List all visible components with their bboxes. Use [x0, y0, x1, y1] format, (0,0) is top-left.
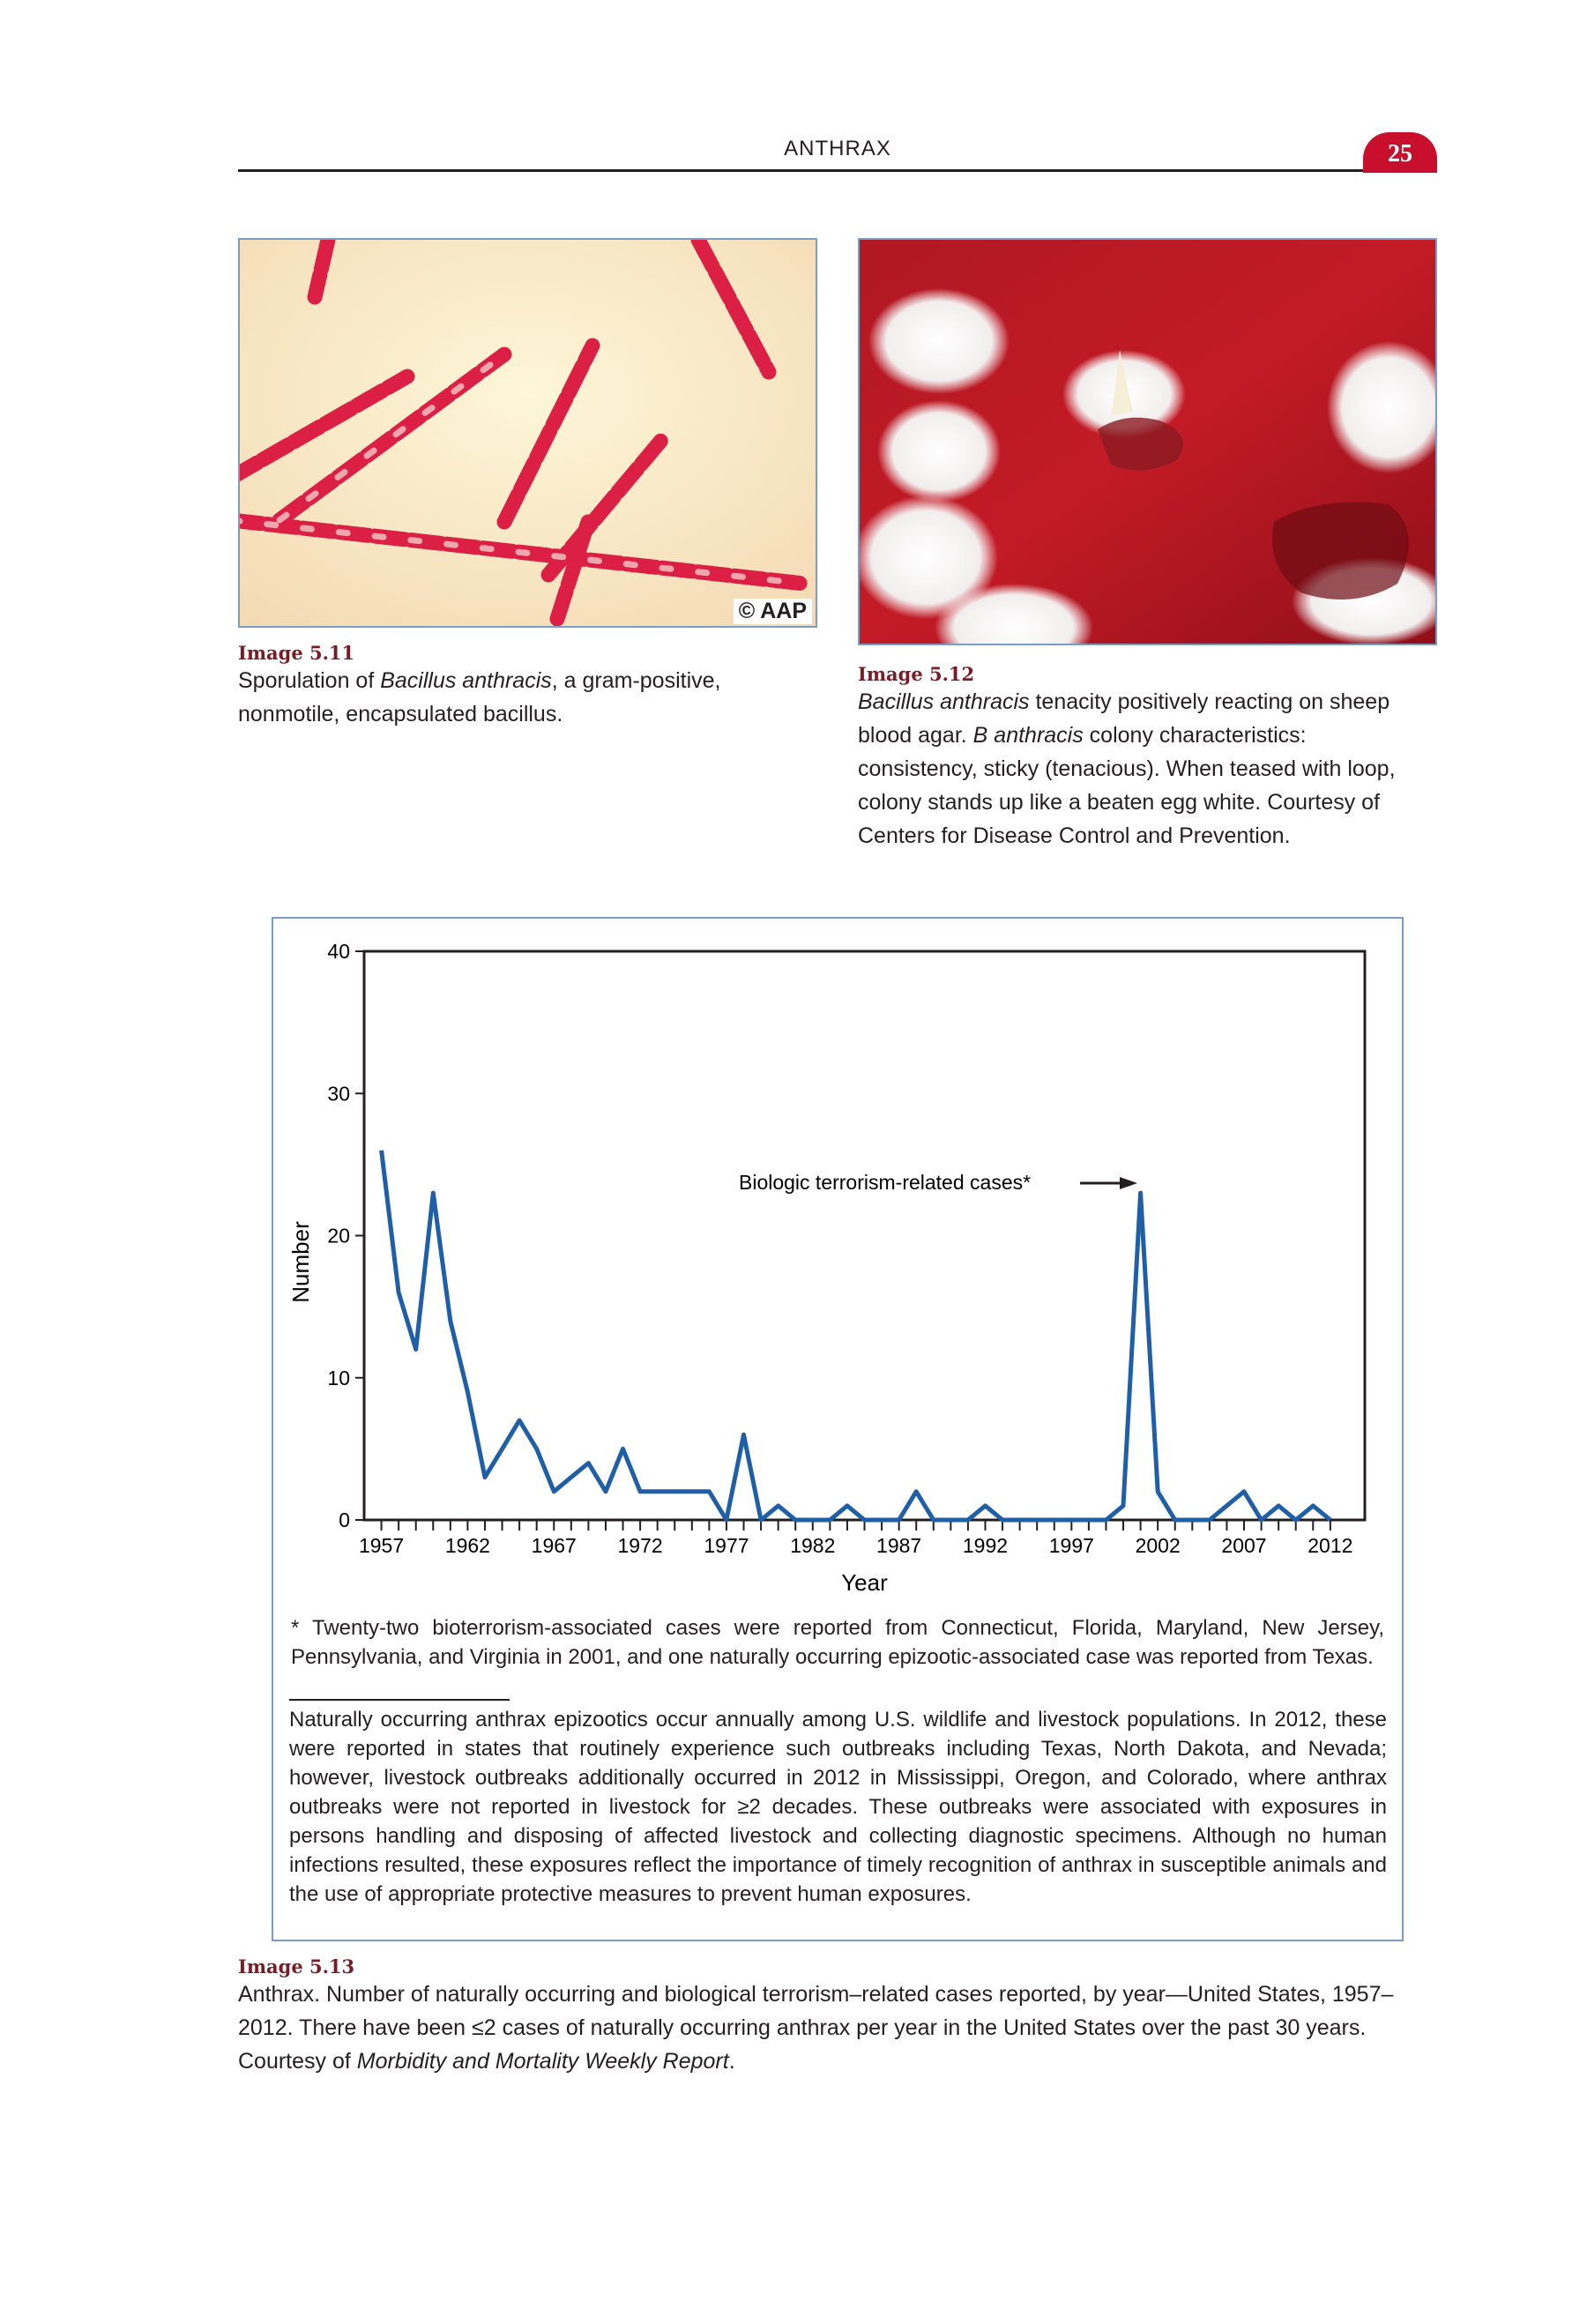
x-tick-label: 2002 [1135, 1534, 1181, 1557]
y-tick-label: 0 [339, 1508, 350, 1531]
footnote-rule [289, 1699, 510, 1701]
x-tick-label: 1997 [1048, 1534, 1094, 1557]
header-rule [238, 169, 1435, 172]
caption-text: Sporulation of Bacillus anthracis, a gram-positive, nonmotile, encapsulated bacillus. [238, 668, 721, 726]
image-label: Image 5.11 [238, 642, 355, 664]
x-axis-label: Year [841, 1569, 888, 1596]
x-tick-label: 1982 [790, 1534, 836, 1557]
image-label: Image 5.12 [858, 663, 975, 685]
blood-agar-colony-photo [858, 238, 1437, 645]
caption-text: Bacillus anthracis tenacity positively reacting on sheep blood agar. B anthracis colony characteristics: consistency, sticky (tenacious). When teased with loop, colony stands up like a beaten egg white. Courtesy of Centers for Disease Control and Prevention. [858, 689, 1396, 848]
anthrax-cases-figure [272, 917, 1404, 1941]
image-5-12-caption [858, 663, 1431, 853]
y-axis-label: Number [287, 1221, 314, 1303]
anthrax-cases-line-chart [273, 919, 1402, 1615]
page-number-badge: 25 [1363, 132, 1437, 173]
x-tick-label: 1987 [876, 1534, 922, 1557]
x-tick-label: 1992 [962, 1534, 1009, 1557]
x-tick-label: 1957 [358, 1534, 405, 1557]
figure-footnote: * Twenty-two bioterrorism-associated cases were reported from Connecticut, Florida, Maryland, New Jersey, Pennsylvania, and Virginia in 2001, and one naturally occurring epizootic-associated case was reported from Texas. [291, 1616, 1384, 1669]
bacillus-sporulation-photo [238, 238, 817, 628]
y-tick-label: 10 [327, 1366, 350, 1389]
caption-text: Anthrax. Number of naturally occurring and biological terrorism–related cases reported, by year—United States, 1957–2012. There have been ≤2 cases of naturally occurring anthrax per year in the United States over the past 30 years. Courtesy of Morbidity and Mortality Weekly Report. [238, 1982, 1394, 2074]
annotation-arrowhead [1120, 1177, 1137, 1189]
plot-frame [364, 951, 1365, 1520]
image-5-13-caption [238, 1955, 1402, 2078]
x-tick-label: 1962 [444, 1534, 490, 1557]
x-tick-label: 2007 [1221, 1534, 1267, 1557]
figure-note-paragraph: Naturally occurring anthrax epizootics occur annually among U.S. wildlife and livestock populations. In 2012, these were reported in states that routinely experience such outbreaks including Texas, North Dakota, and Nevada; however, livestock outbreaks additionally occurred in 2012 in Mississippi, Oregon, and Colorado, where anthrax outbreaks were not reported in livestock for ≥2 decades. These outbreaks were associated with exposures in persons handling and disposing of affected livestock and collecting diagnostic specimens. Although no human infections resulted, these exposures reflect the importance of timely recognition of anthrax in susceptible animals and the use of appropriate protective measures to prevent human exposures. [289, 1708, 1387, 1906]
image-label: Image 5.13 [238, 1955, 355, 1978]
y-tick-label: 20 [327, 1224, 350, 1248]
image-5-11-caption [238, 642, 802, 731]
annotation-label: Biologic terrorism-related cases* [739, 1171, 1032, 1194]
running-head: ANTHRAX [784, 137, 891, 160]
copyright-label: © AAP [734, 599, 812, 624]
x-tick-label: 1972 [617, 1534, 663, 1557]
y-tick-label: 30 [327, 1082, 350, 1106]
cases-series-line [382, 1151, 1330, 1520]
x-tick-label: 1977 [704, 1534, 749, 1557]
y-tick-label: 40 [327, 940, 350, 963]
x-tick-label: 1967 [531, 1534, 577, 1557]
x-tick-label: 2012 [1308, 1534, 1353, 1557]
